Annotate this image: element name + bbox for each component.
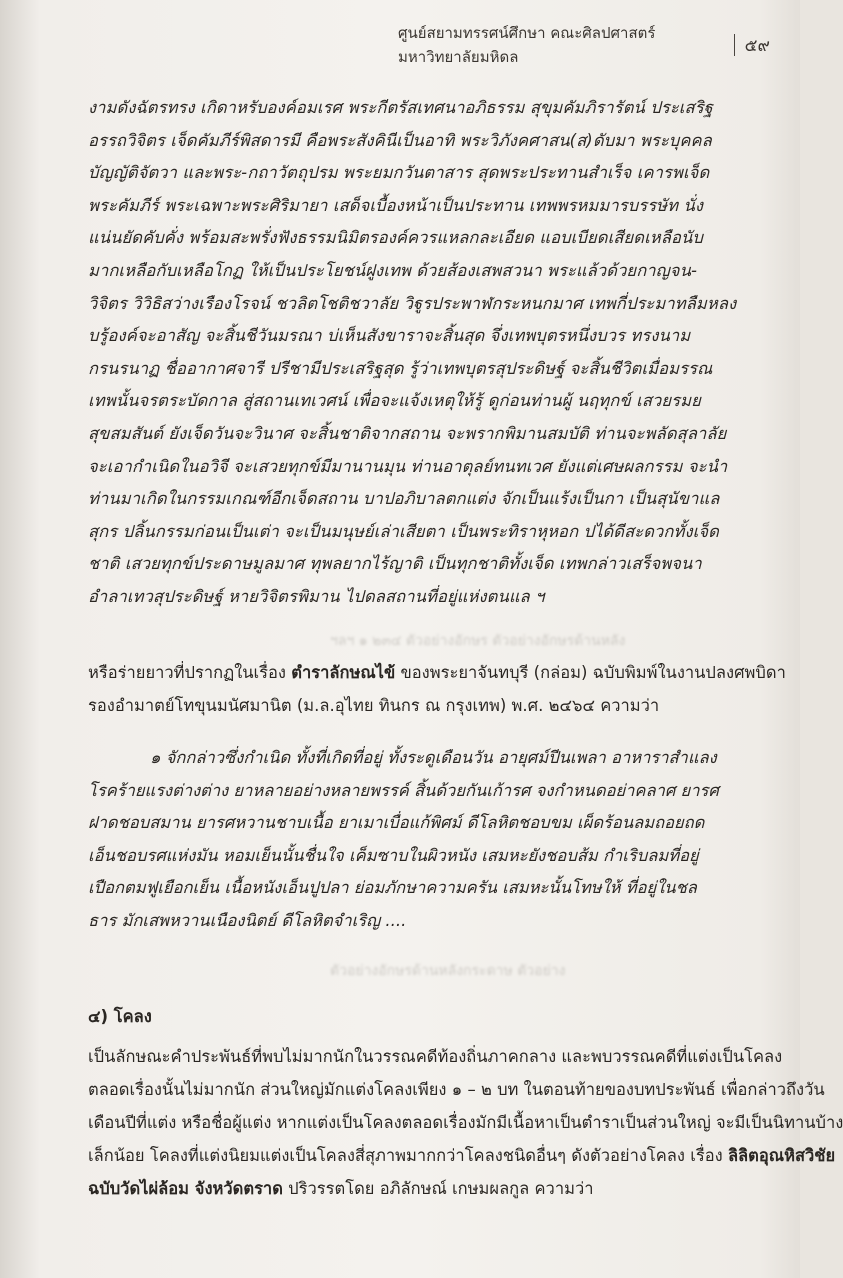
verse-line: วิจิตร วิวิธิสว่างเรืองโรจน์ ชวลิตโชติชวาลัย วิฐูรประพาฬกระหนกมาศ เทพกี่ประมาทลืมหลง [88, 293, 737, 313]
section-heading: ๔) โคลง [88, 1007, 152, 1026]
verse-line: พระคัมภีร์ พระเฉพาะพระศิริมายา เสด็จเบื้องหน้าเป็นประทาน เทพพรหมมารบรรษัท นั่ง [88, 195, 704, 215]
verse-line: เทพนั้นจรตระบัดกาล สู่สถานเทเวศน์ เพื่อจะแจ้งเหตุให้รู้ ดูก่อนท่านผู้ นฤทุกข์ เสวยรมย [88, 391, 701, 411]
book-title: ตำราลักษณไข้ [291, 663, 396, 682]
intro-line [88, 656, 786, 689]
section-line [88, 1139, 836, 1172]
verse-line: ชาติ เสวยทุกข์ประดาษมูลมาศ ทุพลยากไร้ญาติ เป็นทุกชาติทั้งเจ็ด เทพกล่าวเสร็จพจนา [88, 554, 702, 574]
verse-block [88, 92, 738, 614]
show-through-text: ฯลฯ ๑ ๒๓๔ ตัวอย่างอักษร ตัวอย่างอักษรด้านหลัง [330, 633, 626, 649]
running-header [398, 24, 770, 66]
work-source: ฉบับวัดไผ่ล้อม จังหวัดตราด [88, 1179, 283, 1198]
prose-quote [88, 742, 748, 938]
intro-line: รองอำมาตย์โทขุนมนัศมานิต (ม.ล.อุไทย ทินกร ณ กรุงเทพ) พ.ศ. ๒๔๖๔ ความว่า [88, 696, 660, 715]
section-line: เดือนปีที่แต่ง หรือชื่อผู้แต่ง หากแต่งเป็นโคลงตลอดเรื่องมักมีเนื้อหาเป็นตำราเป็นส่วนใหญ่ จะมีเป็นนิทานบ้าง [88, 1113, 843, 1132]
verse-line: ท่านมาเกิดในกรรมเกณฑ์อีกเจ็ดสถาน บาปอภิบาลตกแต่ง จักเป็นแร้งเป็นกา เป็นสุนัขาแล [88, 489, 720, 509]
verse-line: อรรถวิจิตร เจ็ดคัมภีร์พิสดารมี คือพระสังคินีเป็นอาทิ พระวิภังคศาสน(ส)ดับมา พระบุคคล [88, 130, 712, 150]
verse-line: สุกร ปลิ้นกรรมก่อนเป็นเต่า จะเป็นมนุษย์เล่าเสียตา เป็นพระทิราหุหอก ปได้ดีสะดวกทั้งเจ็ด [88, 521, 719, 541]
verse-line: อำลาเทวสุประดิษฐ์ หายวิจิตรพิมาน ไปดลสถานที่อยู่แห่งตนแล ฯ [88, 586, 545, 606]
section-paragraph [88, 1040, 843, 1205]
prose-line: ฝาดชอบสมาน ยารศหวานชาบเนื้อ ยาเมาเบื่อแก้พิศม์ ดีโลหิตชอบขม เผ็ดร้อนลมถอยถด [88, 813, 705, 833]
running-title: ศูนย์สยามทรรศน์ศึกษา คณะศิลปศาสตร์ มหาวิทยาลัยมหิดล [398, 24, 656, 66]
section-text: เล็กน้อย โคลงที่แต่งนิยมแต่งเป็นโคลงสี่สุภาพมากกว่าโคลงชนิดอื่นๆ ดังตัวอย่างโคลง เรื่อง [88, 1146, 728, 1165]
section-line: ตลอดเรื่องนั้นไม่มากนัก ส่วนใหญ่มักแต่งโคลงเพียง ๑ – ๒ บท ในตอนท้ายของบทประพันธ์ เพื่อกล่าวถึงวัน [88, 1080, 825, 1099]
verse-line: สุขสมสันต์ ยังเจ็ดวันจะวินาศ จะสิ้นชาติจากสถาน จะพรากพิมานสมบัติ ท่านจะพลัดสุลาลัย [88, 423, 727, 443]
intro-text: หรือร่ายยาวที่ปรากฏในเรื่อง [88, 663, 292, 682]
verse-line: งามดังฉัตรทรง เกิดาหรับองค์อมเรศ พระกีตรัสเทศนาอภิธรรม สุขุมคัมภิรารัตน์ ประเสริฐ [88, 98, 713, 117]
verse-line: แน่นยัดคับคั่ง พร้อมสะพรั่งฟังธรรมนิมิตรองค์ควรแหลกละเอียด แอบเบียดเสียดเหลือนับ [88, 228, 703, 248]
prose-line: เปือกตมฟูเยือกเย็น เนื้อหนังเอ็นปูปลา ย่อมภักษาความครัน เสมหะนั้นโทษให้ ที่อยู่ในชล [88, 878, 697, 898]
prose-line: โรคร้ายแรงต่างต่าง ยาหลายอย่างหลายพรรค์ สิ้นด้วยกันเก้ารศ จงกำหนดอย่าคลาศ ยารศ [88, 780, 719, 800]
section-line: เป็นลักษณะคำประพันธ์ที่พบไม่มากนักในวรรณคดีท้องถิ่นภาคกลาง และพบวรรณคดีที่แต่งเป็นโคลง [88, 1047, 783, 1066]
section-text: ปริวรรตโดย อภิลักษณ์ เกษมผลกูล ความว่า [282, 1179, 594, 1198]
verse-line: มากเหลือกับเหลือโกฏ ให้เป็นประโยชน์ฝูงเทพ ด้วยส้องเสพสวนา พระแล้วด้วยกาญจน- [88, 260, 698, 280]
verse-line: กรนรนาฏ ชื่ออากาศจารี ปรีชามีประเสริฐสุด รู้ว่าเทพบุตรสุประดิษฐ์ จะสิ้นชีวิตเมื่อมรรณ [88, 358, 713, 378]
section-line [88, 1172, 748, 1205]
verse-line: บรู้องค์จะอาสัญ จะสิ้นชีวันมรณา บ่เห็นสังขาราจะสิ้นสุด จึ่งเทพบุตรหนึ่งบวร ทรงนาม [88, 326, 691, 346]
intro-text: ของพระยาจันทบุรี (กล่อม) ฉบับพิมพ์ในงานปลงศพบิดา [395, 663, 786, 682]
show-through-text: ตัวอย่างอักษรด้านหลังกระดาษ ตัวอย่าง [330, 963, 566, 979]
verse-line: บัญญัติจัตวา และพระ-กถาวัตถุปรม พระยมกวันตาสาร สุดพระประทานสำเร็จ เคารพเจ็ด [88, 163, 710, 183]
work-title: ลิลิตอุณหิสวิชัย [727, 1146, 836, 1165]
prose-line: ธาร มักเสพหวานเนืองนิตย์ ดีโลหิตจำเริญ .... [88, 910, 407, 930]
intro-paragraph [88, 656, 786, 722]
verse-line: จะเอากำเนิดในอวิจี จะเสวยทุกข์มีมานานมุน ท่านอาตุลย์ทนทเวศ ยังแต่เศษผลกรรม จะนำ [88, 456, 728, 476]
prose-line: เอ็นชอบรศแห่งมัน หอมเย็นนั้นชื่นใจ เค็มซาบในผิวหนัง เสมหะยังชอบส้ม กำเริบลมที่อยู่ [88, 845, 699, 865]
header-divider [734, 34, 735, 56]
page-number: ๕๙ [744, 35, 770, 56]
prose-line: ๑ จักกล่าวซึ่งกำเนิด ทั้งที่เกิดที่อยู่ ทั้งระดูเดือนวัน อายุศม์ปีนเพลา อาหาราสำแลง [150, 748, 717, 767]
